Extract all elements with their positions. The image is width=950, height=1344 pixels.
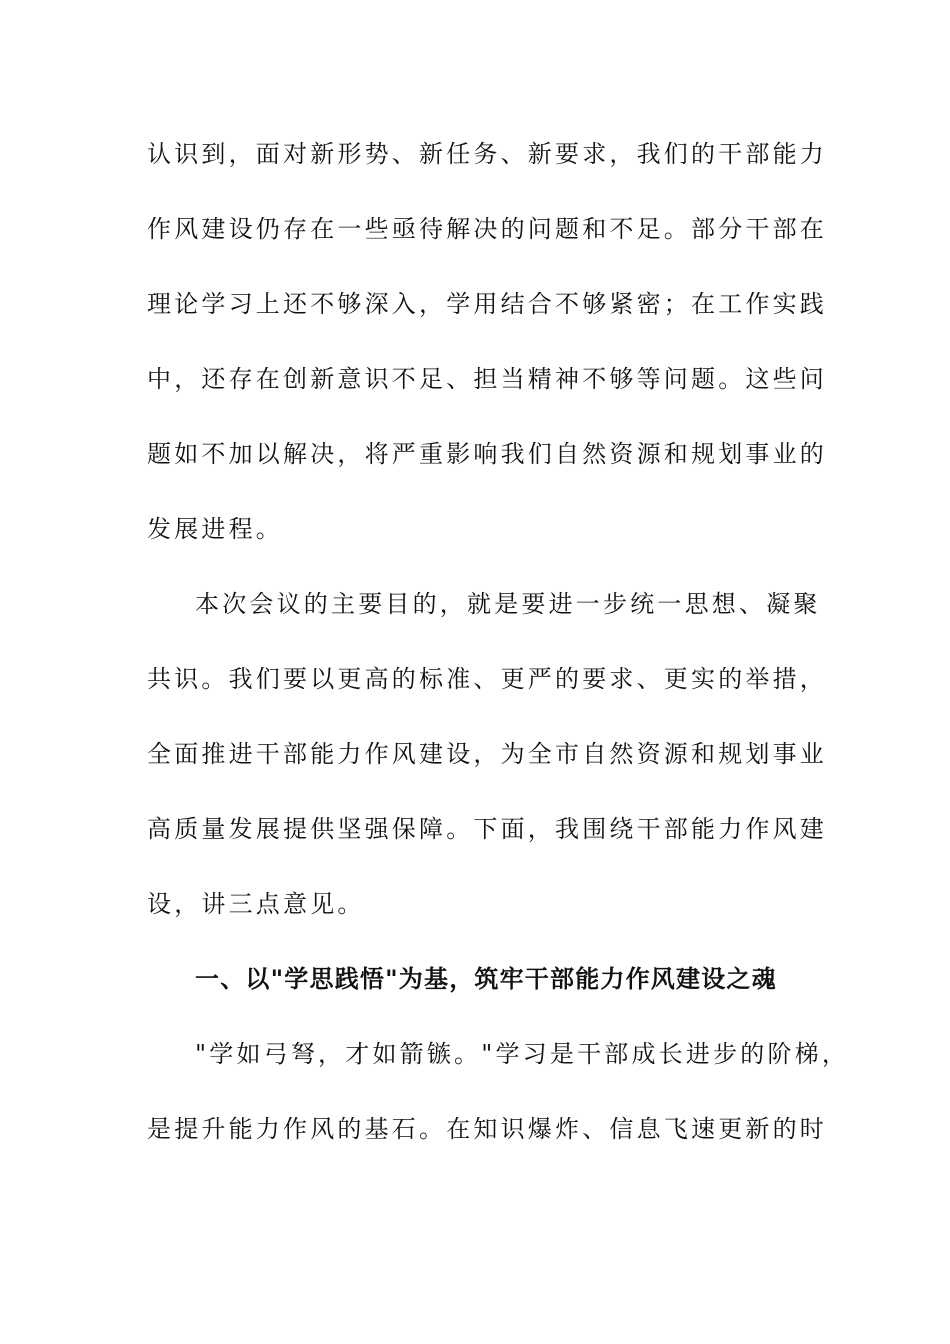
paragraph-1-line-2: 作风建设仍存在一些亟待解决的问题和不足。部分干部在 <box>147 215 827 243</box>
paragraph-1-line-6: 发展进程。 <box>147 515 283 543</box>
paragraph-3-line-2: 是提升能力作风的基石。在知识爆炸、信息飞速更新的时 <box>147 1115 827 1143</box>
paragraph-3-line-1: "学如弓弩，才如箭镞。"学习是干部成长进步的阶梯， <box>195 1040 850 1068</box>
paragraph-2-line-5: 设，讲三点意见。 <box>147 890 365 918</box>
paragraph-2-line-1: 本次会议的主要目的，就是要进一步统一思想、凝聚 <box>195 590 821 618</box>
paragraph-2-line-2: 共识。我们要以更高的标准、更严的要求、更实的举措， <box>147 665 827 693</box>
paragraph-2-line-4: 高质量发展提供坚强保障。下面，我围绕干部能力作风建 <box>147 815 827 843</box>
paragraph-1-line-1: 认识到，面对新形势、新任务、新要求，我们的干部能力 <box>147 140 827 168</box>
section-heading-1: 一、以"学思践悟"为基，筑牢干部能力作风建设之魂 <box>195 965 777 993</box>
document-body <box>147 117 850 1167</box>
paragraph-1-line-3: 理论学习上还不够深入，学用结合不够紧密；在工作实践 <box>147 290 827 318</box>
paragraph-2-line-3: 全面推进干部能力作风建设，为全市自然资源和规划事业 <box>147 740 827 768</box>
paragraph-1-line-4: 中，还存在创新意识不足、担当精神不够等问题。这些问 <box>147 365 827 393</box>
paragraph-1-line-5: 题如不加以解决，将严重影响我们自然资源和规划事业的 <box>147 440 827 468</box>
